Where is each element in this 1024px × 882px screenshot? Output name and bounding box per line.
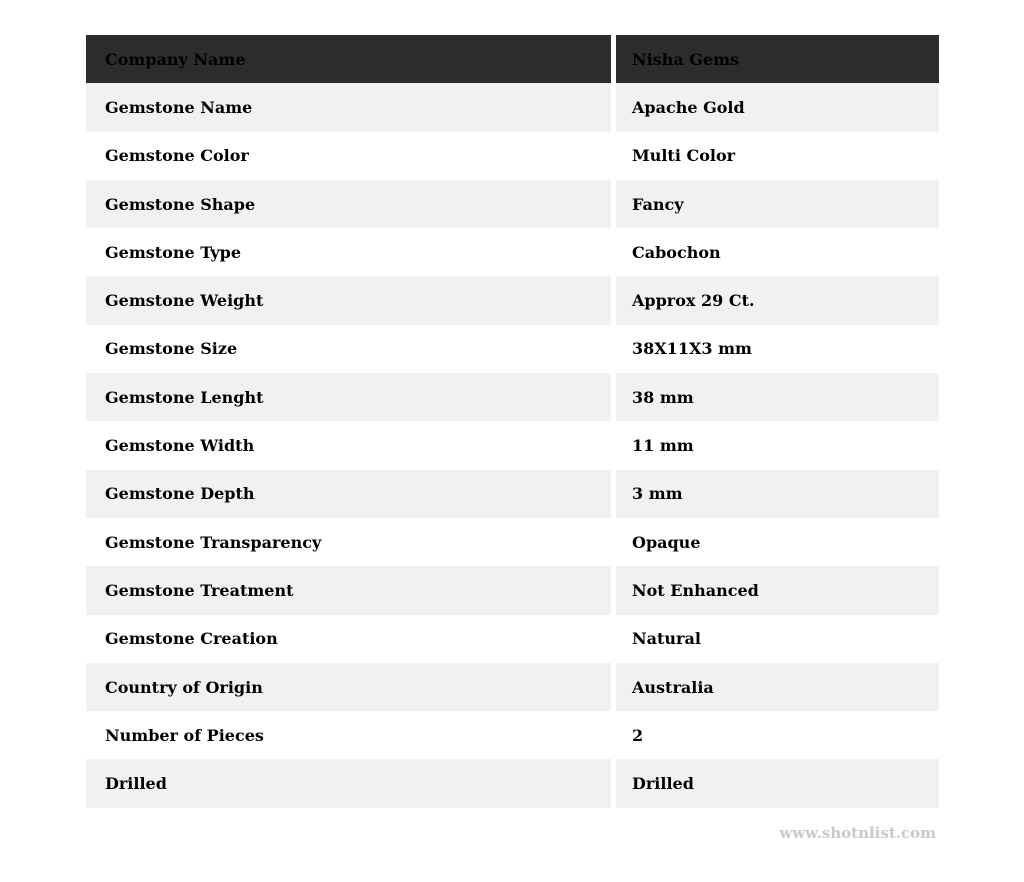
spec-value-cell: Natural (616, 615, 939, 663)
spec-value-cell: Opaque (616, 518, 939, 566)
spec-value-cell: 3 mm (616, 470, 939, 518)
table-row (86, 83, 939, 131)
table-row (86, 615, 939, 663)
company-name-value: Nisha Gems (616, 35, 939, 83)
table-row (86, 711, 939, 759)
company-name-header: Company Name (86, 35, 616, 83)
spec-label-cell: Drilled (86, 759, 616, 807)
spec-value-cell: 38 mm (616, 373, 939, 421)
table-row (86, 518, 939, 566)
spec-value-cell: Approx 29 Ct. (616, 276, 939, 324)
spec-value-cell: 38X11X3 mm (616, 325, 939, 373)
spec-label-cell: Gemstone Color (86, 132, 616, 180)
spec-label-cell: Gemstone Type (86, 228, 616, 276)
table-row (86, 470, 939, 518)
table-row (86, 228, 939, 276)
spec-value-cell: Multi Color (616, 132, 939, 180)
spec-label-cell: Country of Origin (86, 663, 616, 711)
spec-value-cell: Fancy (616, 180, 939, 228)
spec-label-cell: Gemstone Lenght (86, 373, 616, 421)
spec-value-cell: 11 mm (616, 421, 939, 469)
table-row (86, 373, 939, 421)
table-row (86, 325, 939, 373)
table-row (86, 132, 939, 180)
spec-label-cell: Gemstone Depth (86, 470, 616, 518)
spec-value-cell: Australia (616, 663, 939, 711)
table-header-row (86, 35, 939, 83)
spec-label-cell: Gemstone Creation (86, 615, 616, 663)
site-watermark: www.shotnlist.com (779, 823, 936, 842)
spec-label-cell: Gemstone Width (86, 421, 616, 469)
table-row (86, 663, 939, 711)
gemstone-spec-table (86, 35, 939, 808)
gemstone-spec-page (86, 0, 939, 808)
spec-value-cell: Cabochon (616, 228, 939, 276)
spec-label-cell: Gemstone Name (86, 83, 616, 131)
spec-label-cell: Gemstone Treatment (86, 566, 616, 614)
spec-label-cell: Gemstone Shape (86, 180, 616, 228)
table-row (86, 566, 939, 614)
spec-value-cell: Drilled (616, 759, 939, 807)
spec-label-cell: Gemstone Size (86, 325, 616, 373)
table-row (86, 180, 939, 228)
table-row (86, 759, 939, 807)
spec-label-cell: Number of Pieces (86, 711, 616, 759)
spec-value-cell: 2 (616, 711, 939, 759)
spec-label-cell: Gemstone Transparency (86, 518, 616, 566)
table-row (86, 276, 939, 324)
spec-label-cell: Gemstone Weight (86, 276, 616, 324)
table-row (86, 421, 939, 469)
spec-value-cell: Apache Gold (616, 83, 939, 131)
spec-value-cell: Not Enhanced (616, 566, 939, 614)
